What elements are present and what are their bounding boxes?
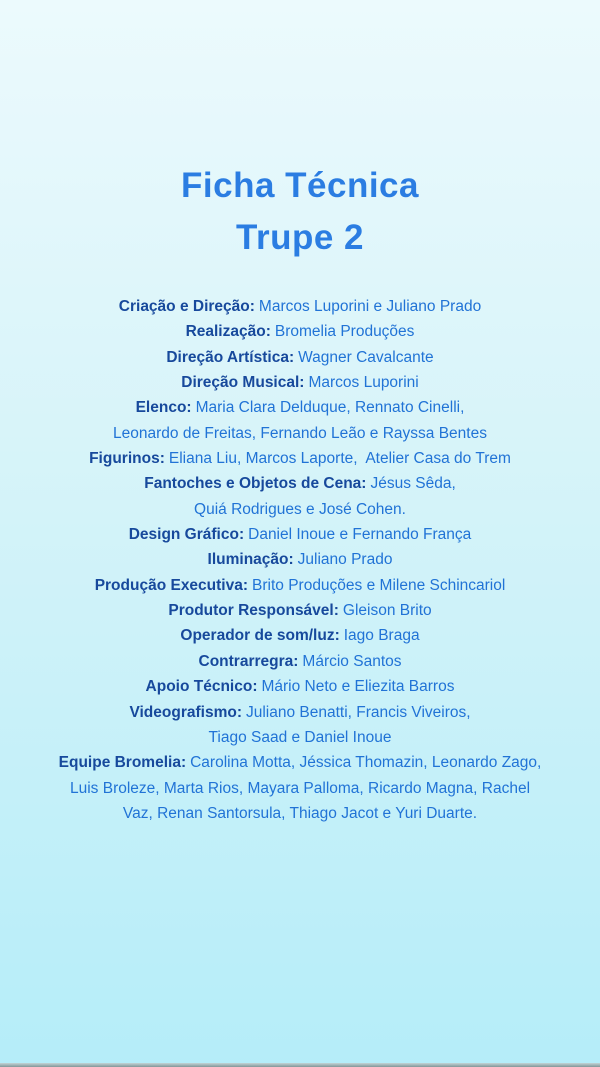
credit-line: [20, 497, 580, 522]
credit-line: [20, 801, 580, 826]
credit-line: [20, 294, 580, 319]
credit-names-text: Luis Broleze, Marta Rios, Mayara Palloma, Ricardo Magna, Rachel: [69, 779, 531, 797]
credit-role-label: Contrarregra:: [198, 652, 299, 670]
credit-line: [20, 623, 580, 648]
credit-line: [20, 598, 580, 623]
credit-names-text: Leonardo de Freitas, Fernando Leão e Rayssa Bentes: [113, 424, 487, 442]
credit-line: [20, 573, 580, 598]
credit-role-label: Produção Executiva:: [94, 576, 249, 594]
credit-names-text: Quiá Rodrigues e José Cohen.: [194, 500, 406, 518]
credit-role-label: Produtor Responsável:: [168, 602, 339, 620]
credit-line: [20, 522, 580, 547]
credit-names-text: Carolina Motta, Jéssica Thomazin, Leonardo Zago,: [190, 754, 542, 772]
credit-line: [20, 700, 580, 725]
credit-role-label: Criação e Direção:: [118, 298, 255, 315]
credit-line: [20, 547, 580, 572]
credit-names-text: Brito Produções e Milene Schincariol: [252, 576, 506, 594]
credit-line: [20, 370, 580, 395]
credit-role-label: Equipe Bromelia:: [58, 754, 187, 772]
credit-role-label: Fantoches e Objetos de Cena:: [144, 475, 367, 493]
credits-list: [20, 294, 580, 826]
credit-role-label: Direção Artística:: [166, 348, 295, 366]
credit-names-text: Gleison Brito: [342, 602, 432, 620]
credit-role-label: Realização:: [185, 323, 271, 341]
page-title-line-1: Ficha Técnica: [181, 166, 419, 205]
credit-names-text: Bromelia Produções: [274, 323, 415, 341]
credit-names-text: Juliano Prado: [297, 551, 393, 569]
credit-role-label: Iluminação:: [207, 551, 294, 569]
credit-role-label: Figurinos:: [89, 450, 165, 468]
credit-names-text: Eliana Liu, Marcos Laporte, Atelier Casa do Trem: [168, 450, 511, 468]
credit-names-text: Jésus Sêda,: [370, 475, 456, 493]
credit-line: [20, 750, 580, 775]
credit-line: [20, 446, 580, 471]
credit-names-text: Marcos Luporini: [308, 374, 419, 392]
credit-line: [20, 319, 580, 344]
credit-line: [20, 776, 580, 801]
credit-line: [20, 345, 580, 370]
credit-names-text: Tiago Saad e Daniel Inoue: [208, 728, 392, 746]
credit-line: [20, 674, 580, 699]
credit-line: [20, 421, 580, 446]
credit-names-text: Mário Neto e Eliezita Barros: [261, 678, 455, 696]
credit-names-text: Maria Clara Delduque, Rennato Cinelli,: [195, 399, 465, 417]
credit-names-text: Wagner Cavalcante: [298, 348, 434, 366]
credit-role-label: Elenco:: [135, 399, 192, 417]
page-title: [0, 160, 600, 264]
credit-names-text: Márcio Santos: [302, 652, 402, 670]
credit-line: [20, 649, 580, 674]
credit-role-label: Direção Musical:: [181, 374, 305, 392]
credit-names-text: Juliano Benatti, Francis Viveiros,: [245, 703, 471, 721]
credit-role-label: Design Gráfico:: [128, 526, 245, 544]
credit-names-text: Marcos Luporini e Juliano Prado: [258, 298, 482, 315]
credit-names-text: Vaz, Renan Santorsula, Thiago Jacot e Yuri Duarte.: [122, 804, 478, 822]
credit-line: [20, 471, 580, 496]
page-title-line-2: Trupe 2: [236, 218, 364, 257]
credit-line: [20, 725, 580, 750]
credit-names-text: Daniel Inoue e Fernando França: [248, 526, 472, 544]
bottom-edge-line: [0, 1063, 600, 1067]
credit-role-label: Operador de som/luz:: [180, 627, 340, 645]
credit-line: [20, 395, 580, 420]
credit-role-label: Videografismo:: [129, 703, 242, 721]
credit-role-label: Apoio Técnico:: [145, 678, 258, 696]
credit-names-text: Iago Braga: [343, 627, 420, 645]
